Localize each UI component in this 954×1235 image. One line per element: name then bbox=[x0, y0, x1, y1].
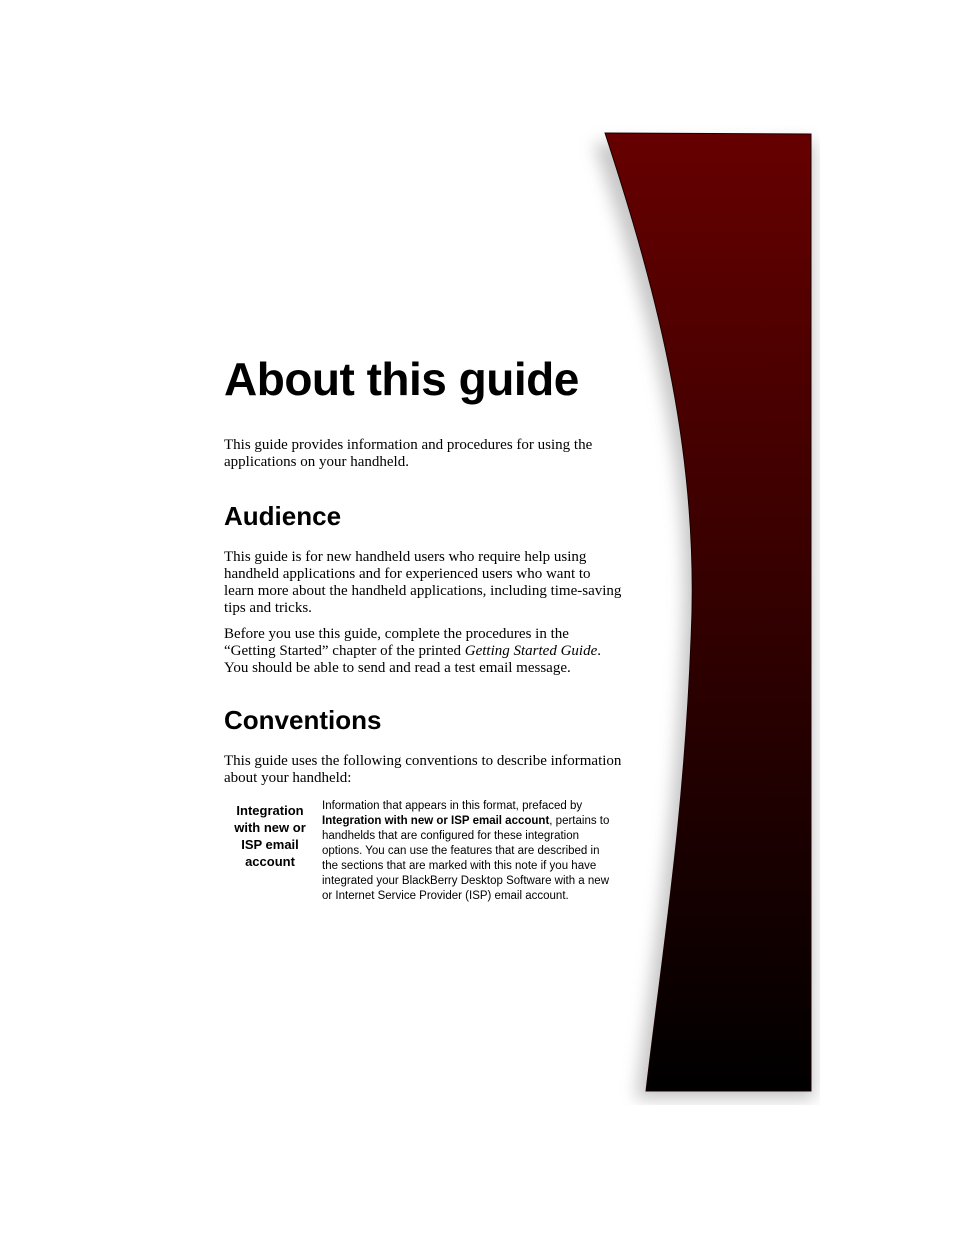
prerequisite-text-start: Before you use this guide, complete the procedures in the “Getting Started” chapter of the printed bbox=[224, 626, 569, 659]
audience-paragraph: This guide is for new handheld users who require help using handheld applications and for experienced users who want to learn more about the handheld applications, including time-saving tips and tricks. bbox=[224, 549, 622, 616]
audience-heading: Audience bbox=[224, 501, 342, 531]
note-label: Integration with new or ISP email account bbox=[234, 803, 306, 869]
note-text-end: , pertains to handhelds that are configured for these integration options. You can use the features that are described in the sections that are marked with this note if you have integrated your BlackBerry Desktop Software with a new or Internet Service Provider (ISP) email account. bbox=[322, 815, 610, 902]
prerequisite-text-end: . You should be able to send and read a test email message. bbox=[224, 643, 601, 676]
integration-note bbox=[224, 799, 624, 904]
note-text-start: Information that appears in this format, prefaced by bbox=[322, 800, 583, 812]
page-content bbox=[224, 350, 624, 904]
note-emphasis: Integration with new or ISP email account bbox=[322, 815, 550, 827]
page-title: About this guide bbox=[224, 353, 579, 405]
audience-prerequisite-paragraph bbox=[224, 626, 624, 677]
guide-title-reference: Getting Started Guide bbox=[464, 643, 598, 659]
conventions-heading: Conventions bbox=[224, 705, 382, 735]
intro-paragraph: This guide provides information and procedures for using the applications on your handheld. bbox=[224, 437, 593, 470]
conventions-paragraph: This guide uses the following conventions to describe information about your handheld: bbox=[224, 753, 622, 786]
note-text bbox=[322, 799, 616, 904]
